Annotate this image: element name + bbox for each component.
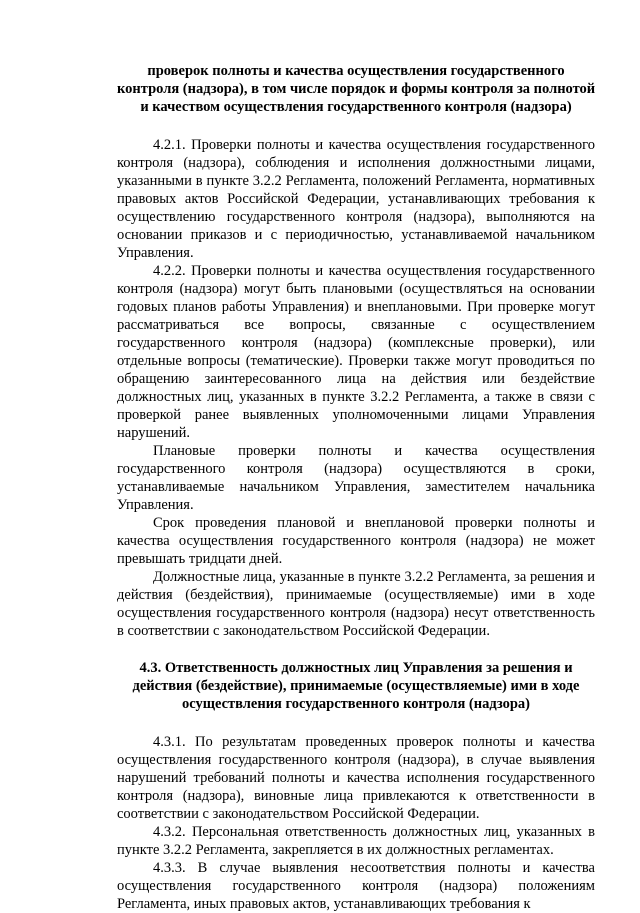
section-heading-prev xyxy=(117,62,595,116)
heading-line: контроля (надзора), в том числе порядок и формы контроля за полнотой xyxy=(117,81,596,97)
heading-line: 4.3. Ответственность должностных лиц Управления за решения и xyxy=(139,660,573,676)
heading-line: действия (бездействие), принимаемые (осуществляемые) ими в ходе xyxy=(132,678,580,694)
section-heading-4-3 xyxy=(117,659,595,713)
heading-line: и качеством осуществления государственного контроля (надзора) xyxy=(140,99,572,115)
heading-line: проверок полноты и качества осуществления государственного xyxy=(147,63,565,79)
paragraph-4-3-2: 4.3.2. Персональная ответственность должностных лиц, указанных в пункте 3.2.2 Регламента, закрепляется в их должностных регламентах. xyxy=(117,824,595,858)
document-content xyxy=(117,62,595,913)
paragraph-4-2-2: 4.2.2. Проверки полноты и качества осуществления государственного контроля (надзора) могут быть плановыми (осуществляться на основании годовых планов работы Управления) и внеплановыми. При проверке могут рассматриваться все вопросы, связанные с осуществлением государственного контроля (надзора) (комплексные проверки), или отдельные вопросы (тематические). Проверки также могут проводиться по обращению заинтересованного лица на действия или бездействие должностных лиц, указанных в пункте 3.2.2 Регламента, а также в связи с проверкой ранее выявленных уполномоченными лицами Управления нарушений. xyxy=(117,263,595,441)
heading-line: осуществления государственного контроля (надзора) xyxy=(181,696,530,712)
paragraph-officials-responsibility: Должностные лица, указанные в пункте 3.2.2 Регламента, за решения и действия (бездействия), принимаемые (осуществляемые) ими в ходе осуществления государственного контроля (надзора) несут ответственность в соответствии с законодательством Российской Федерации. xyxy=(117,569,595,639)
spacer xyxy=(117,640,595,659)
paragraph-check-duration: Срок проведения плановой и внеплановой проверки полноты и качества осуществления государственного контроля (надзора) не может превышать тридцати дней. xyxy=(117,515,595,567)
spacer xyxy=(117,713,595,733)
paragraph-4-2-1: 4.2.1. Проверки полноты и качества осуществления государственного контроля (надзора), соблюдения и исполнения должностными лицами, указанными в пункте 3.2.2 Регламента, положений Регламента, нормативных правовых актов Российской Федерации, устанавливающих требования к осуществлению государственного контроля (надзора), выполняются на основании приказов и с периодичностью, устанавливаемой начальником Управления. xyxy=(117,137,595,261)
paragraph-4-3-1: 4.3.1. По результатам проведенных проверок полноты и качества осуществления государственного контроля (надзора), в случае выявления нарушений требований полноты и качества исполнения государственного контроля (надзора), виновные лица привлекаются к ответственности в соответствии с законодательством Российской Федерации. xyxy=(117,734,595,822)
paragraph-planned-checks: Плановые проверки полноты и качества осуществления государственного контроля (надзора) осуществляются в сроки, устанавливаемые начальником Управления, заместителем начальника Управления. xyxy=(117,443,595,513)
paragraph-4-3-3: 4.3.3. В случае выявления несоответствия полноты и качества осуществления государственного контроля (надзора) положениям Регламента, иных правовых актов, устанавливающих требования к xyxy=(117,860,595,912)
spacer xyxy=(117,116,595,136)
